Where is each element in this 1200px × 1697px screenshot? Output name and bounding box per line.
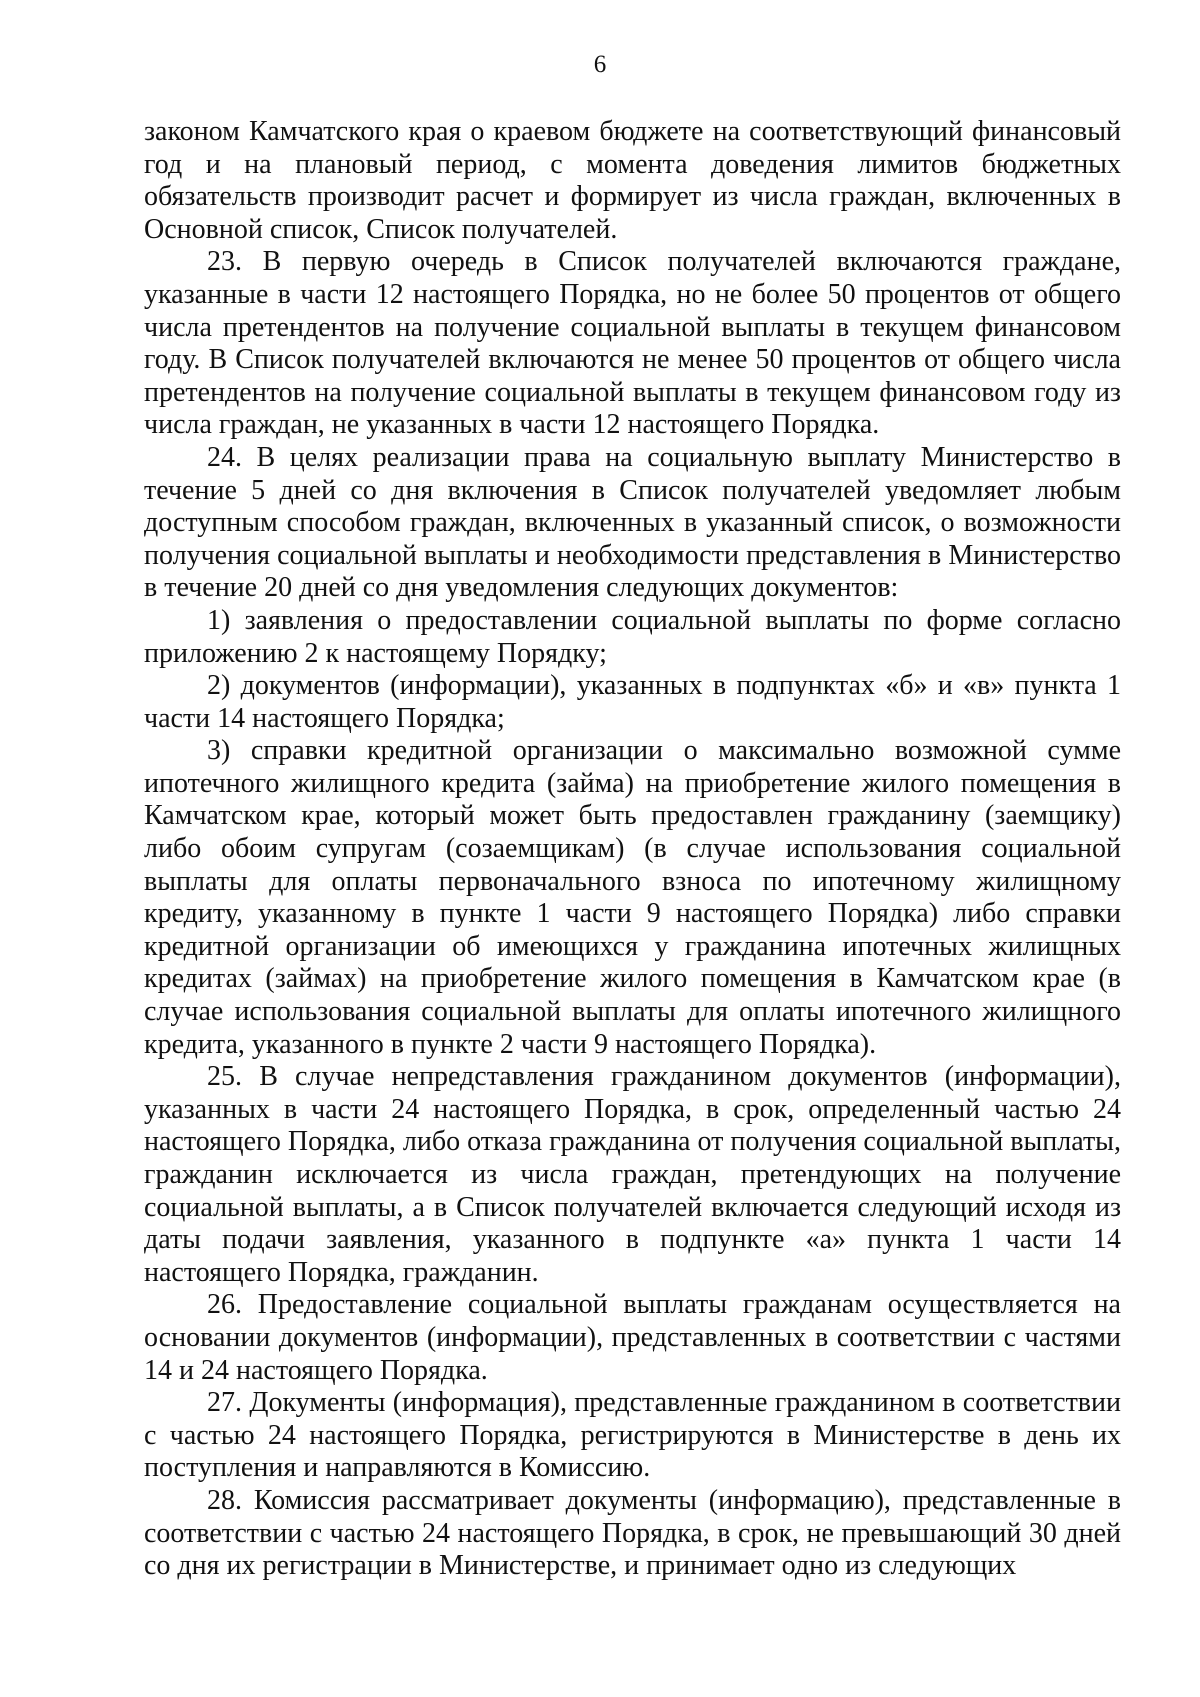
paragraph-23: 23. В первую очередь в Список получателей включаются граждане, указанные в части 12 настоящего Порядка, но не более 50 процентов от общего числа претендентов на получение социальной выплаты в текущем финансовом году. В Список получателей включаются не менее 50 процентов от общего числа претендентов на получение социальной выплаты в текущем финансовом году из числа граждан, не указанных в части 12 настоящего Порядка. — [144, 246, 1121, 441]
paragraph-25: 25. В случае непредставления гражданином документов (информации), указанных в части 24 настоящего Порядка, в срок, определенный частью 24 настоящего Порядка, либо отказа гражданина от получения социальной выплаты, гражданин исключается из числа граждан, претендующих на получение социальной выплаты, а в Список получателей включается следующий исходя из даты подачи заявления, указанного в подпункте «а» пункта 1 части 14 настоящего Порядка, гражданин. — [144, 1061, 1121, 1288]
page-number: 6 — [593, 51, 607, 78]
paragraph-27: 27. Документы (информация), представленные гражданином в соответствии с частью 24 настоящего Порядка, регистрируются в Министерстве в день их поступления и направляются в Комиссию. — [144, 1387, 1121, 1484]
paragraph-24-item-1: 1) заявления о предоставлении социальной выплаты по форме согласно приложению 2 к настоящему Порядку; — [144, 604, 1121, 669]
paragraph-26: 26. Предоставление социальной выплаты гражданам осуществляется на основании документов (информации), представленных в соответствии с частями 14 и 24 настоящего Порядка. — [144, 1289, 1121, 1386]
document-body — [144, 116, 1121, 1583]
paragraph-24-item-2: 2) документов (информации), указанных в подпунктах «б» и «в» пункта 1 части 14 настоящего Порядка; — [144, 670, 1121, 734]
paragraph-28: 28. Комиссия рассматривает документы (информацию), представленные в соответствии с частью 24 настоящего Порядка, в срок, не превышающий 30 дней со дня их регистрации в Министерстве, и принимает одно из следующих — [144, 1484, 1121, 1582]
paragraph-24-item-3: 3) справки кредитной организации о максимально возможной сумме ипотечного жилищного кредита (займа) на приобретение жилого помещения в Камчатском крае, который может быть предоставлен гражданину (заемщику) либо обоим супругам (созаемщикам) (в случае использования социальной выплаты для оплаты первоначального взноса по ипотечному жилищному кредиту, указанному в пункте 1 части 9 настоящего Порядка) либо справки кредитной организации об имеющихся у гражданина ипотечных жилищных кредитах (займах) на приобретение жилого помещения в Камчатском крае (в случае использования социальной выплаты для оплаты ипотечного жилищного кредита, указанного в пункте 2 части 9 настоящего Порядка). — [144, 735, 1121, 1060]
paragraph-24: 24. В целях реализации права на социальную выплату Министерство в течение 5 дней со дня включения в Список получателей уведомляет любым доступным способом граждан, включенных в указанный список, о возможности получения социальной выплаты и необходимости представления в Министерство в течение 20 дней со дня уведомления следующих документов: — [144, 441, 1121, 604]
paragraph-continuation: законом Камчатского края о краевом бюджете на соответствующий финансовый год и на плановый период, с момента доведения лимитов бюджетных обязательств производит расчет и формирует из числа граждан, включенных в Основной список, Список получателей. — [144, 116, 1121, 245]
